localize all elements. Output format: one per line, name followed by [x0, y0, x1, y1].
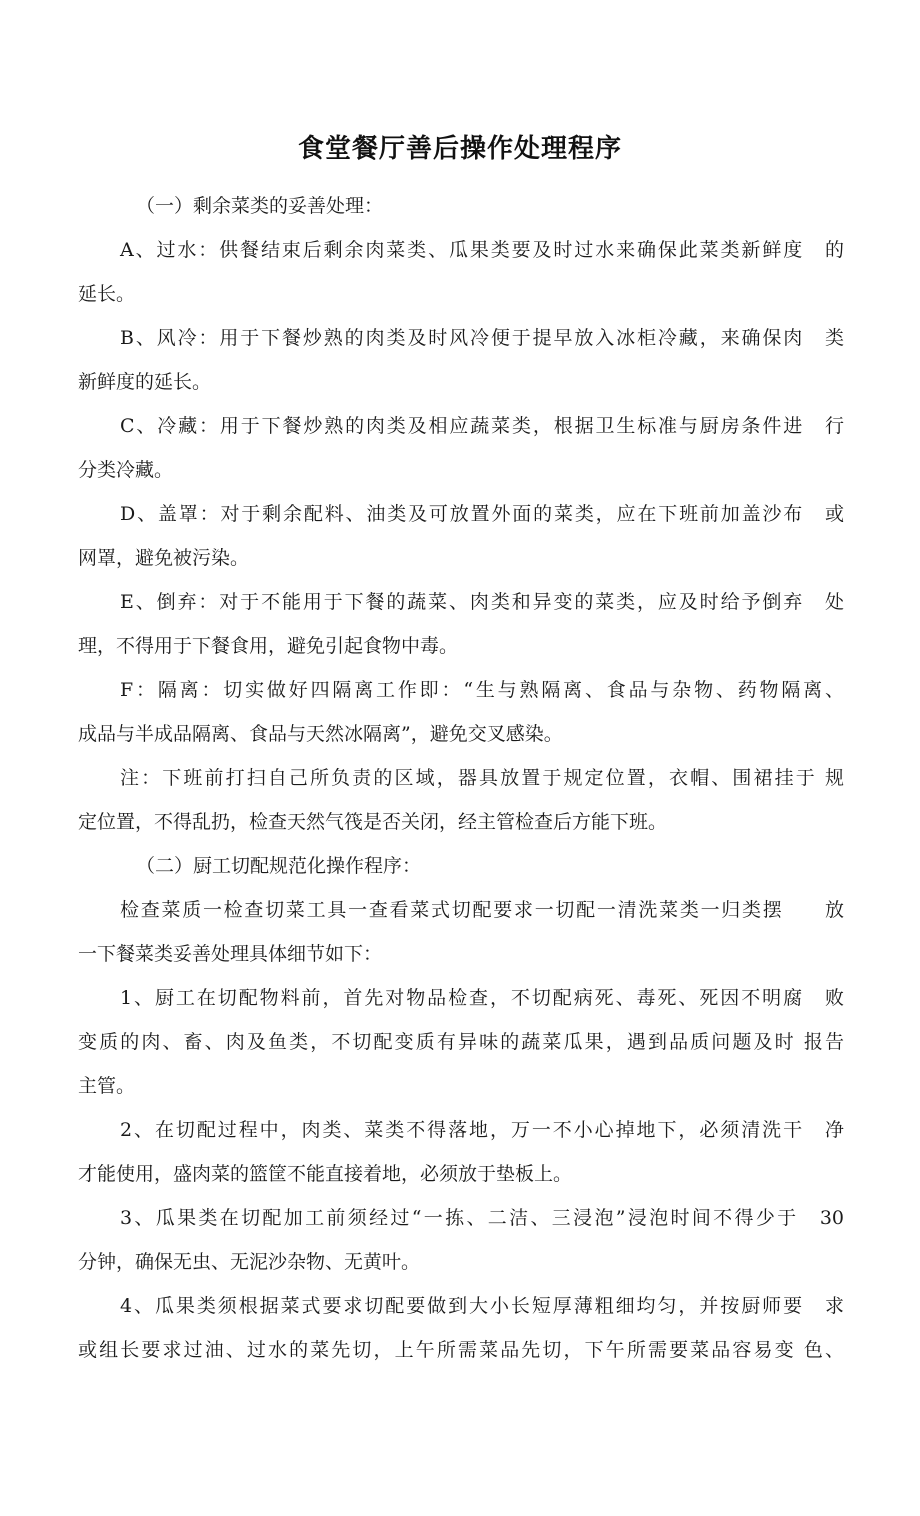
document-line: 理，不得用于下餐食用，避免引起食物中毒。 [78, 635, 459, 657]
document-title: 食堂餐厅善后操作处理程序 [297, 134, 622, 164]
document-line: 2、在切配过程中，肉类、菜类不得落地，万一不小心掉地下，必须清洗干 净 [120, 1119, 844, 1141]
document-line: 分钟，确保无虫、无泥沙杂物、无黄叶。 [78, 1251, 421, 1273]
document-line: 网罩，避免被污染。 [78, 547, 250, 569]
document-line: 1、厨工在切配物料前，首先对物品检查，不切配病死、毒死、死因不明腐 败 [120, 987, 844, 1009]
document-line: 检查菜质一检查切菜工具一查看菜式切配要求一切配一清洗菜类一归类摆 放 [120, 899, 844, 921]
document-line: （一）剩余菜类的妥善处理： [136, 195, 384, 217]
document-line: B、风冷：用于下餐炒熟的肉类及时风冷便于提早放入冰柜冷藏，来确保肉 类 [120, 327, 844, 349]
document-line: 变质的肉、畜、肉及鱼类，不切配变质有异味的蔬菜瓜果，遇到品质问题及时 报告 [78, 1031, 844, 1053]
document-line: 注：下班前打扫自己所负责的区域，器具放置于规定位置，衣帽、围裙挂于 规 [120, 767, 844, 789]
document-line: 定位置，不得乱扔，检查天然气筏是否关闭，经主管检查后方能下班。 [78, 811, 668, 833]
document-line: 一下餐菜类妥善处理具体细节如下： [78, 943, 383, 965]
document-body [78, 184, 844, 1372]
document-line: 延长。 [78, 283, 136, 305]
document-line: E、倒弃：对于不能用于下餐的蔬菜、肉类和异变的菜类，应及时给予倒弃 处 [120, 591, 844, 613]
document-line: D、盖罩：对于剩余配料、油类及可放置外面的菜类，应在下班前加盖沙布 或 [120, 503, 844, 525]
document-line: C、冷藏：用于下餐炒熟的肉类及相应蔬菜类，根据卫生标准与厨房条件进 行 [120, 415, 844, 437]
document-line: F：隔离：切实做好四隔离工作即：“生与熟隔离、食品与杂物、药物隔离、 [120, 679, 844, 701]
document-line: 3、瓜果类在切配加工前须经过“一拣、二洁、三浸泡”浸泡时间不得少于 30 [120, 1207, 844, 1229]
document-line: 主管。 [78, 1075, 136, 1097]
document-line: 或组长要求过油、过水的菜先切，上午所需菜品先切，下午所需要菜品容易变 色、 [78, 1339, 844, 1361]
document-line: A、过水：供餐结束后剩余肉菜类、瓜果类要及时过水来确保此菜类新鲜度 的 [120, 239, 844, 261]
document-line: 新鲜度的延长。 [78, 371, 212, 393]
document-line: 分类冷藏。 [78, 459, 174, 481]
document-line: 才能使用，盛肉菜的篮筐不能直接着地，必须放于垫板上。 [78, 1163, 573, 1185]
document-line: 成品与半成品隔离、食品与天然冰隔离”，避免交叉感染。 [78, 723, 563, 745]
document-line: 4、瓜果类须根据菜式要求切配要做到大小长短厚薄粗细均匀，并按厨师要 求 [120, 1295, 844, 1317]
document-line: （二）厨工切配规范化操作程序： [136, 855, 422, 877]
